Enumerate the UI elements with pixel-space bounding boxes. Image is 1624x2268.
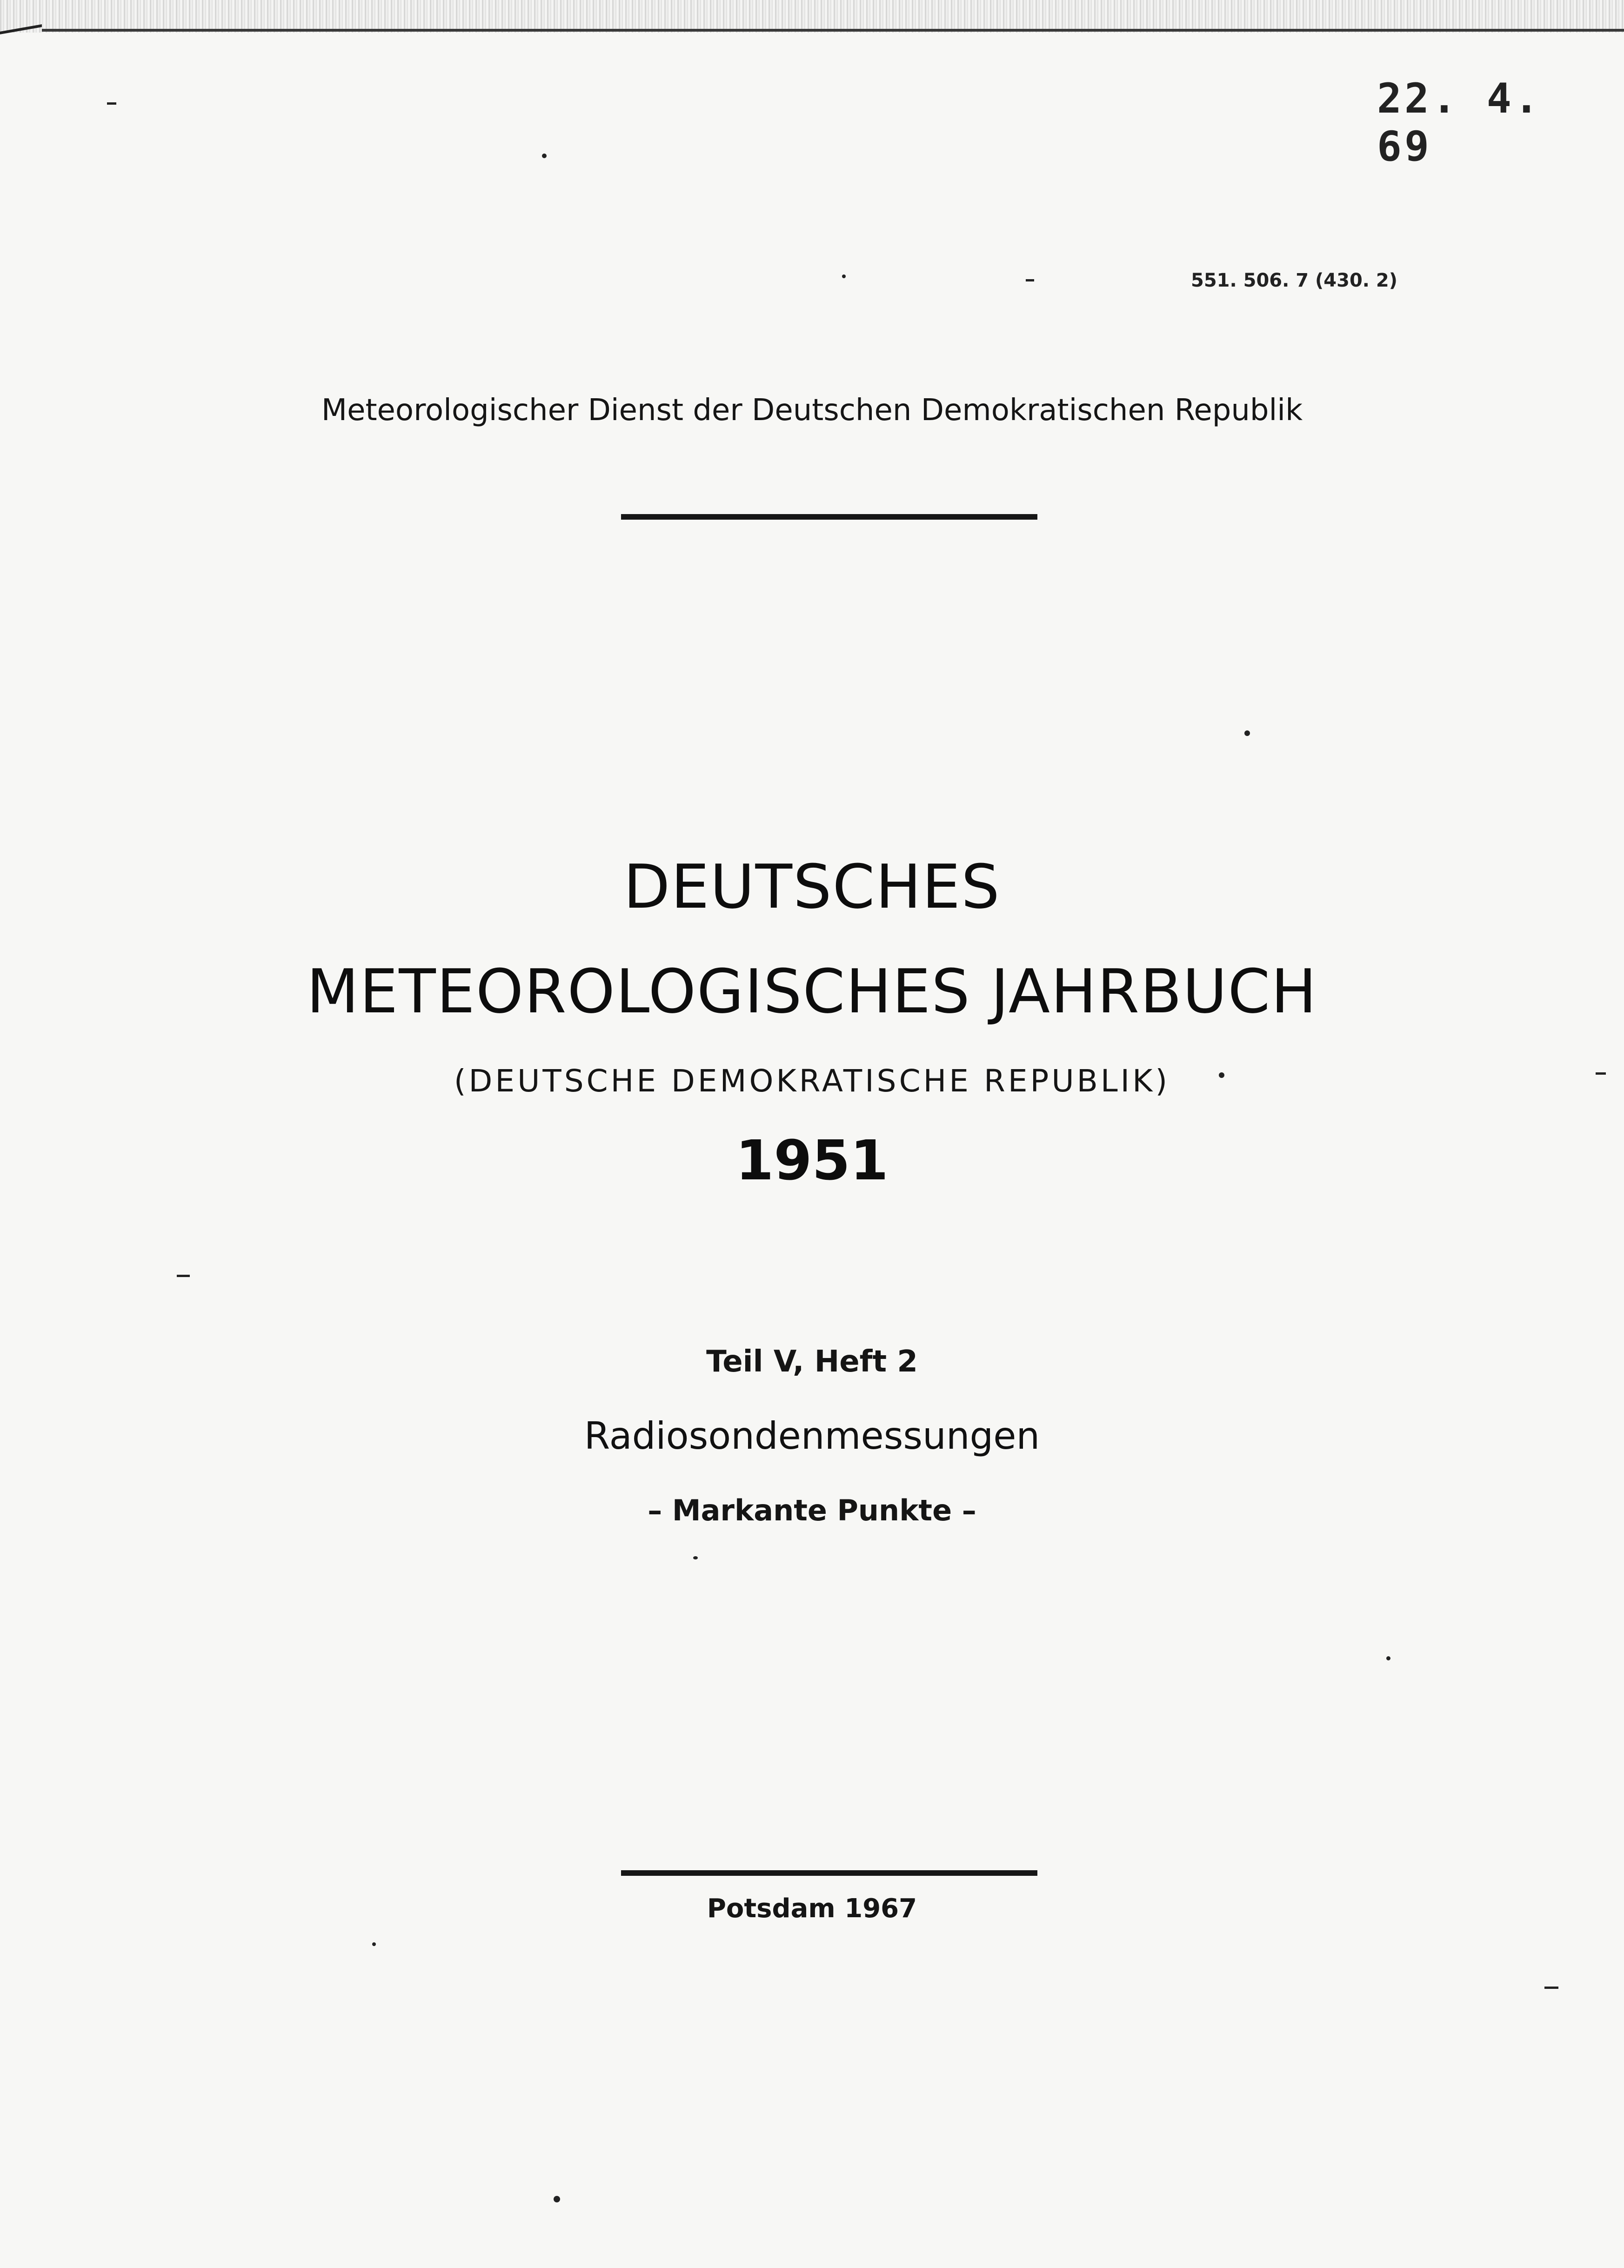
scan-dash <box>1596 1072 1606 1075</box>
title-line-1: DEUTSCHES <box>623 851 1001 922</box>
scan-edge-artifact <box>0 0 1624 33</box>
scan-speck <box>554 2196 560 2202</box>
scan-speck <box>1386 1656 1390 1660</box>
scan-speck <box>542 154 547 158</box>
scan-speck <box>1219 1072 1224 1078</box>
imprint: Potsdam 1967 <box>707 1893 917 1924</box>
bottom-divider <box>621 1870 1037 1876</box>
subtitle: (DEUTSCHE DEMOKRATISCHE REPUBLIK) <box>454 1063 1170 1099</box>
topic-subheading: – Markante Punkte – <box>648 1493 976 1527</box>
part-heading: Teil V, Heft 2 <box>706 1345 918 1379</box>
scan-speck <box>372 1942 376 1946</box>
year: 1951 <box>735 1128 889 1192</box>
classification-code: 551. 506. 7 (430. 2) <box>1191 270 1398 291</box>
topic-heading: Radiosondenmessungen <box>584 1414 1040 1458</box>
top-divider <box>621 514 1037 520</box>
scan-dash <box>107 102 116 105</box>
scan-edge-line <box>42 29 1624 32</box>
issuer-line: Meteorologischer Dienst der Deutschen Demokratischen Republik <box>321 393 1303 428</box>
scan-speck <box>1244 730 1250 736</box>
title-line-2: METEOROLOGISCHES JAHRBUCH <box>307 956 1317 1027</box>
handwritten-date: 22. 4. 69 <box>1377 74 1542 170</box>
scan-dash <box>1026 279 1034 281</box>
scan-dash <box>177 1275 190 1277</box>
scan-speck <box>693 1556 698 1559</box>
scan-dash <box>1544 1987 1558 1989</box>
scan-speck <box>842 274 846 278</box>
